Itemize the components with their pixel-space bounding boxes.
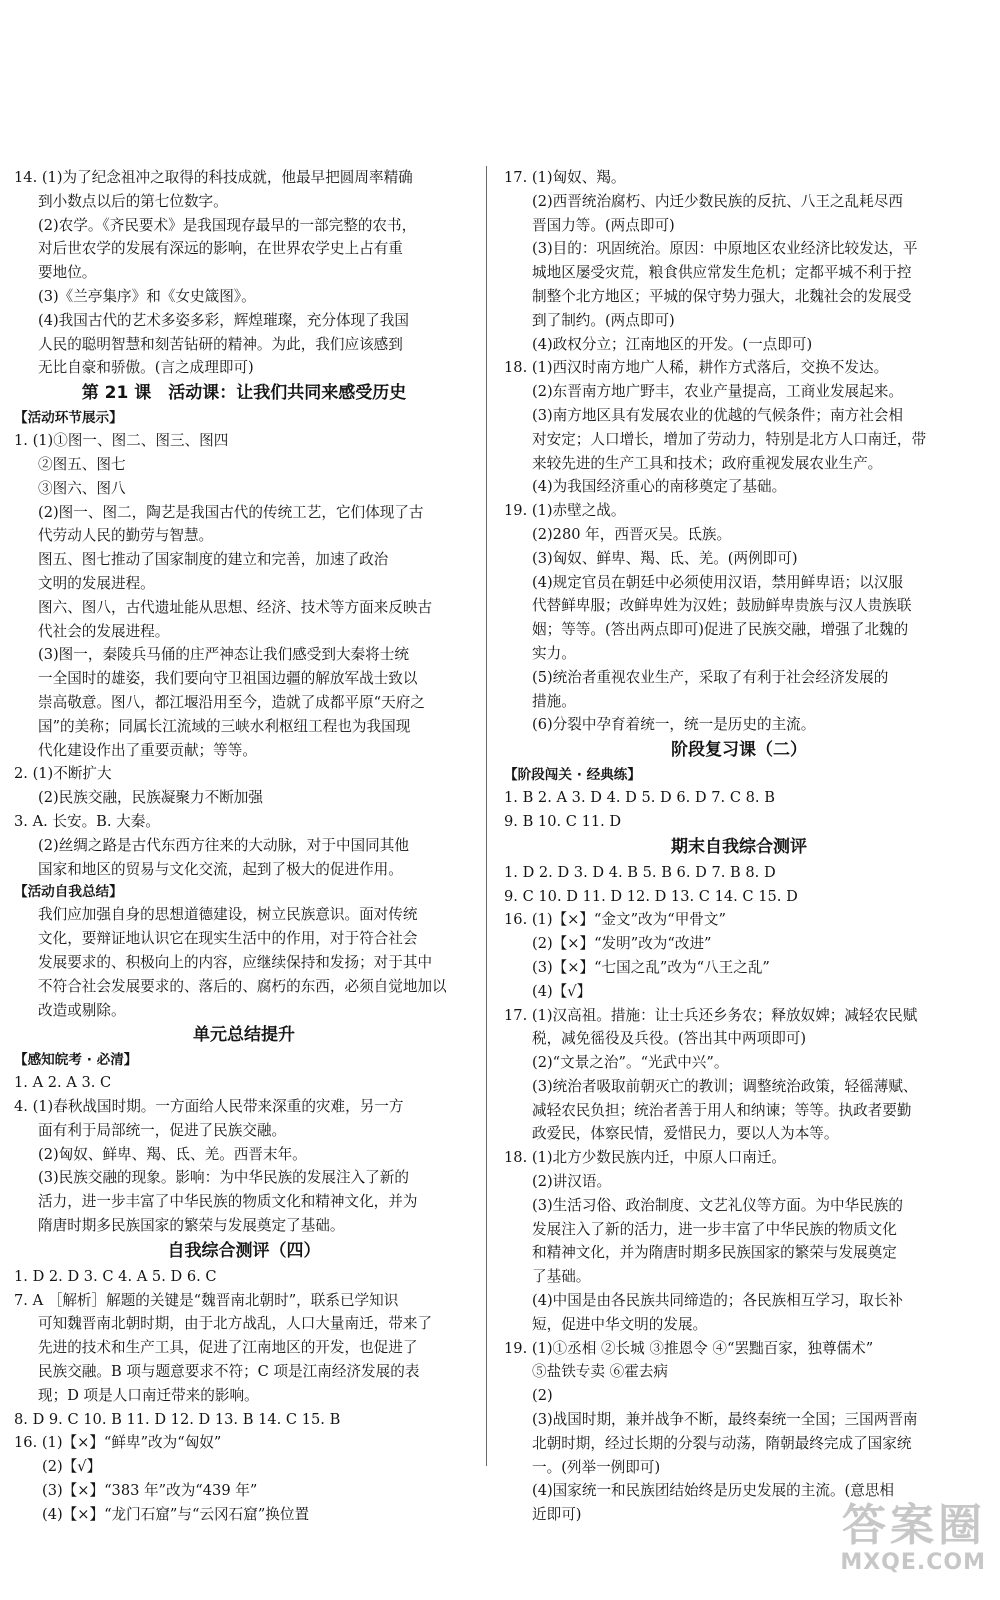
answer-line: (2)280 年，西晋灭吴。氐族。 [532, 525, 732, 543]
answer-line: (2)农学。《齐民要术》是我国现存最早的一部完整的农书， [38, 216, 417, 234]
watermark-logo [776, 1502, 986, 1578]
answer-line: 18. (1)北方少数民族内迁，中原人口南迁。 [504, 1149, 787, 1167]
answer-line: 文明的发展进程。 [38, 574, 155, 592]
answer-line: (3)《兰亭集序》和《女史箴图》。 [38, 287, 256, 305]
answer-line: (2)西晋统治腐朽、内迁少数民族的反抗、八王之乱耗尽西 [532, 192, 903, 210]
answer-line: (4)【×】“龙门石窟”与“云冈石窟”换位置 [42, 1505, 310, 1523]
answer-line: (4)政权分立；江南地区的开发。(一点即可) [532, 335, 813, 353]
answer-line: 代劳动人民的勤劳与智慧。 [38, 527, 214, 545]
answer-line: (3)目的：巩固统治。原因：中原地区农业经济比较发达，平 [532, 240, 918, 258]
answer-line: 改造或剔除。 [38, 1001, 126, 1019]
answer-line: 姻；等等。(答出两点即可)促进了民族交融，增强了北魏的 [532, 621, 909, 639]
answer-line: 7. A ［解析］解题的关键是“魏晋南北朝时”，联系已学知识 [14, 1291, 399, 1309]
answer-line: (3)【×】“383 年”改为“439 年” [42, 1482, 258, 1500]
column-divider [486, 166, 487, 1466]
answer-line: 14. (1)为了纪念祖冲之取得的科技成就，他最早把圆周率精确 [14, 169, 413, 186]
section-tag: 【活动自我总结】 [14, 884, 123, 901]
answer-line: 北朝时期，经过长期的分裂与动荡，隋朝最终完成了国家统 [532, 1434, 912, 1452]
answer-line: 不符合社会发展要求的、落后的、腐朽的东西，必须自觉地加以 [38, 977, 447, 995]
answer-line: 8. D 9. C 10. B 11. D 12. D 13. B 14. C 15. B [14, 1410, 341, 1428]
answer-line: (3)统治者吸取前朝灭亡的教训；调整统治政策，轻徭薄赋、 [532, 1077, 918, 1095]
answer-line: 17. (1)匈奴、羯。 [504, 169, 626, 186]
answer-line: 一全国时的雄姿，我们要向守卫祖国边疆的解放军战士致以 [38, 670, 418, 688]
answer-line: 现；D 项是人口南迁带来的影响。 [38, 1386, 259, 1404]
answer-line: 隋唐时期多民族国家的繁荣与发展奠定了基础。 [38, 1217, 345, 1235]
answer-line: (3)生活习俗、政治制度、文艺礼仪等方面。为中华民族的 [532, 1196, 903, 1214]
right-column [504, 166, 974, 1527]
answer-line: (3)战国时期，兼并战争不断，最终秦统一全国；三国两晋南 [532, 1411, 918, 1429]
answer-line: 人民的聪明智慧和刻苦钻研的精神。为此，我们应该感到 [38, 335, 403, 353]
answer-line: (2)讲汉语。 [532, 1173, 612, 1191]
answer-line: 税，减免徭役及兵役。(答出其中两项即可) [532, 1030, 807, 1048]
answer-line: 9. B 10. C 11. D [504, 812, 622, 830]
answer-line: 民族交融。B 项与题意要求不符；C 项是江南经济发展的表 [38, 1363, 420, 1381]
section-tag: 【活动环节展示】 [14, 410, 123, 427]
answer-line: 要地位。 [38, 264, 97, 282]
answer-line: (2) [532, 1387, 553, 1405]
answer-line: 对安定；人口增长，增加了劳动力，特别是北方人口南迁，带 [532, 430, 927, 448]
answer-line: 图六、图八，古代遗址能从思想、经济、技术等方面来反映古 [38, 598, 433, 616]
answer-line: 9. C 10. D 11. D 12. D 13. C 14. C 15. D [504, 887, 798, 905]
answer-line: (3)图一，秦陵兵马俑的庄严神态让我们感受到大秦将士统 [38, 646, 409, 664]
answer-line: (6)分裂中孕育着统一，统一是历史的主流。 [532, 716, 816, 734]
answer-line: (4)我国古代的艺术多姿多彩，辉煌璀璨，充分体现了我国 [38, 311, 409, 329]
answer-line: 崇高敬意。图八，都江堰沿用至今，造就了成都平原“天府之 [38, 693, 425, 711]
section-heading: 自我综合测评（四） [167, 1240, 321, 1261]
answer-line: 到了制约。(两点即可) [532, 311, 675, 329]
answer-line: 了基础。 [532, 1268, 591, 1286]
answer-line: 文化，要辩证地认识它在现实生活中的作用，对于符合社会 [38, 930, 418, 948]
answer-line: 我们应加强自身的思想道德建设，树立民族意识。面对传统 [38, 906, 418, 924]
section-heading: 阶段复习课（二） [671, 740, 807, 761]
answer-line: (2)图一、图二，陶艺是我国古代的传统工艺，它们体现了古 [38, 503, 424, 521]
answer-line: (3)【×】“七国之乱”改为“八王之乱” [532, 958, 770, 976]
answer-line: (3)南方地区具有发展农业的优越的气候条件；南方社会相 [532, 406, 903, 424]
answer-line: 制整个北方地区；平城的保守势力强大，北魏社会的发展受 [532, 287, 912, 305]
answer-line: 可知魏晋南北朝时期，由于北方战乱，人口大量南迁，带来了 [38, 1315, 433, 1333]
answer-line: ③图六、图八 [38, 479, 126, 497]
answer-line: 减轻农民负担；统治者善于用人和纳谏；等等。执政者要勤 [532, 1101, 912, 1119]
answer-line: 17. (1)汉高祖。措施：让士兵还乡务农；释放奴婢；减轻农民赋 [504, 1006, 918, 1024]
answer-line: 19. (1)赤壁之战。 [504, 502, 626, 520]
answer-line: 一。(列举一例即可) [532, 1458, 661, 1476]
answer-line: (4)国家统一和民族团结始终是历史发展的主流。(意思相 [532, 1482, 895, 1500]
answer-line: 2. (1)不断扩大 [14, 765, 112, 783]
answer-line: 面有利于局部统一，促进了民族交融。 [38, 1121, 287, 1139]
answer-line: 无比自豪和骄傲。(言之成理即可) [38, 359, 254, 377]
answer-line: 活力，进一步丰富了中华民族的物质文化和精神文化，并为 [38, 1193, 418, 1211]
answer-line: 代化建设作出了重要贡献；等等。 [38, 741, 257, 759]
answer-line: (4)规定官员在朝廷中必须使用汉语，禁用鲜卑语；以汉服 [532, 573, 903, 591]
answer-line: (3)民族交融的现象。影响：为中华民族的发展注入了新的 [38, 1169, 409, 1187]
answer-line: (2)民族交融，民族凝聚力不断加强 [38, 789, 263, 807]
answer-line: 实力。 [532, 644, 576, 662]
answer-line: 晋国力等。(两点即可) [532, 216, 675, 234]
answer-line: (4)中国是由各民族共同缔造的；各民族相互学习，取长补 [532, 1292, 903, 1310]
answer-line: 19. (1)①丞相 ②长城 ③推恩令 ④“罢黜百家，独尊儒术” [504, 1339, 874, 1357]
answer-line: 16. (1)【×】“金文”改为“甲骨文” [504, 911, 726, 929]
answer-line: 1. (1)①图一、图二、图三、图四 [14, 432, 229, 450]
answer-line: 先进的技术和生产工具，促进了江南地区的开发，也促进了 [38, 1339, 418, 1357]
answer-line: 城地区屡受灾荒，粮食供应常发生危机；定都平城不利于控 [532, 264, 912, 282]
answer-line: 到小数点以后的第七位数字。 [38, 192, 228, 210]
answer-line: 代社会的发展进程。 [38, 622, 170, 640]
answer-line: (2)东晋南方地广野丰，农业产量提高，工商业发展起来。 [532, 383, 903, 401]
answer-line: (2)【×】“发明”改为“改进” [532, 935, 712, 953]
answer-line: (5)统治者重视农业生产，采取了有利于社会经济发展的 [532, 668, 889, 686]
answer-line: (3)匈奴、鲜卑、羯、氐、羌。(两例即可) [532, 549, 798, 567]
answer-line: 和精神文化，并为隋唐时期多民族国家的繁荣与发展奠定 [532, 1244, 897, 1262]
section-heading: 单元总结提升 [193, 1025, 295, 1046]
answer-line: 来较先进的生产工具和技术；政府重视发展农业生产。 [532, 454, 883, 472]
watermark-text: 答案圈 [842, 1500, 986, 1551]
answer-line: 18. (1)西汉时南方地广人稀，耕作方式落后，交换不发达。 [504, 359, 889, 377]
answer-line: (2)【√】 [42, 1458, 102, 1476]
answer-line: (2)“文景之治”。“光武中兴”。 [532, 1054, 729, 1072]
answer-line: 4. (1)春秋战国时期。一方面给人民带来深重的灾难，另一方 [14, 1098, 404, 1116]
answer-line: 措施。 [532, 692, 576, 710]
section-heading: 第 21 课 活动课：让我们共同来感受历史 [81, 383, 407, 404]
section-heading: 期末自我综合测评 [671, 836, 807, 857]
answer-line: 国”的美称；同属长江流域的三峡水利枢纽工程也为我国现 [38, 717, 411, 735]
answer-line: (4)为我国经济重心的南移奠定了基础。 [532, 478, 787, 496]
section-tag: 【阶段闯关 · 经典练】 [504, 767, 641, 784]
answer-line: 发展注入了新的活力，进一步丰富了中华民族的物质文化 [532, 1220, 897, 1238]
answer-line: 1. D 2. D 3. D 4. B 5. B 6. D 7. B 8. D [504, 863, 776, 881]
answer-line: ⑤盐铁专卖 ⑥霍去病 [532, 1363, 668, 1381]
left-column [14, 166, 474, 1527]
answer-line: 国家和地区的贸易与文化交流，起到了极大的促进作用。 [38, 860, 403, 878]
answer-line: 16. (1)【×】“鲜卑”改为“匈奴” [14, 1434, 222, 1452]
answer-line: 政爱民，体察民情，爱惜民力，要以人为本等。 [532, 1125, 839, 1143]
answer-line: 1. A 2. A 3. C [14, 1074, 112, 1092]
answer-line: 对后世农学的发展有深远的影响，在世界农学史上占有重 [38, 240, 403, 258]
answer-line: ②图五、图七 [38, 455, 126, 473]
answer-line: 短，促进中华文明的发展。 [532, 1315, 708, 1333]
answer-line: 3. A. 长安。B. 大秦。 [14, 812, 160, 830]
answer-line: 代替鲜卑服；改鲜卑姓为汉姓；鼓励鲜卑贵族与汉人贵族联 [532, 597, 912, 615]
answer-line: (2)丝绸之路是古代东西方往来的大动脉，对于中国同其他 [38, 836, 409, 854]
answer-line: 1. D 2. D 3. C 4. A 5. D 6. C [14, 1267, 217, 1285]
answer-line: 1. B 2. A 3. D 4. D 5. D 6. D 7. C 8. B [504, 789, 775, 807]
answer-line: (4)【√】 [532, 982, 592, 1000]
section-tag: 【感知皖考 · 必清】 [14, 1052, 138, 1069]
answer-line: 近即可) [532, 1506, 582, 1524]
answer-line: 发展要求的、积极向上的内容，应继续保持和发扬；对于其中 [38, 953, 433, 971]
watermark-url: MXQE.COM [840, 1550, 986, 1575]
answer-line: (2)匈奴、鲜卑、羯、氐、羌。西晋末年。 [38, 1145, 307, 1163]
answer-line: 图五、图七推动了国家制度的建立和完善，加速了政治 [38, 551, 389, 569]
